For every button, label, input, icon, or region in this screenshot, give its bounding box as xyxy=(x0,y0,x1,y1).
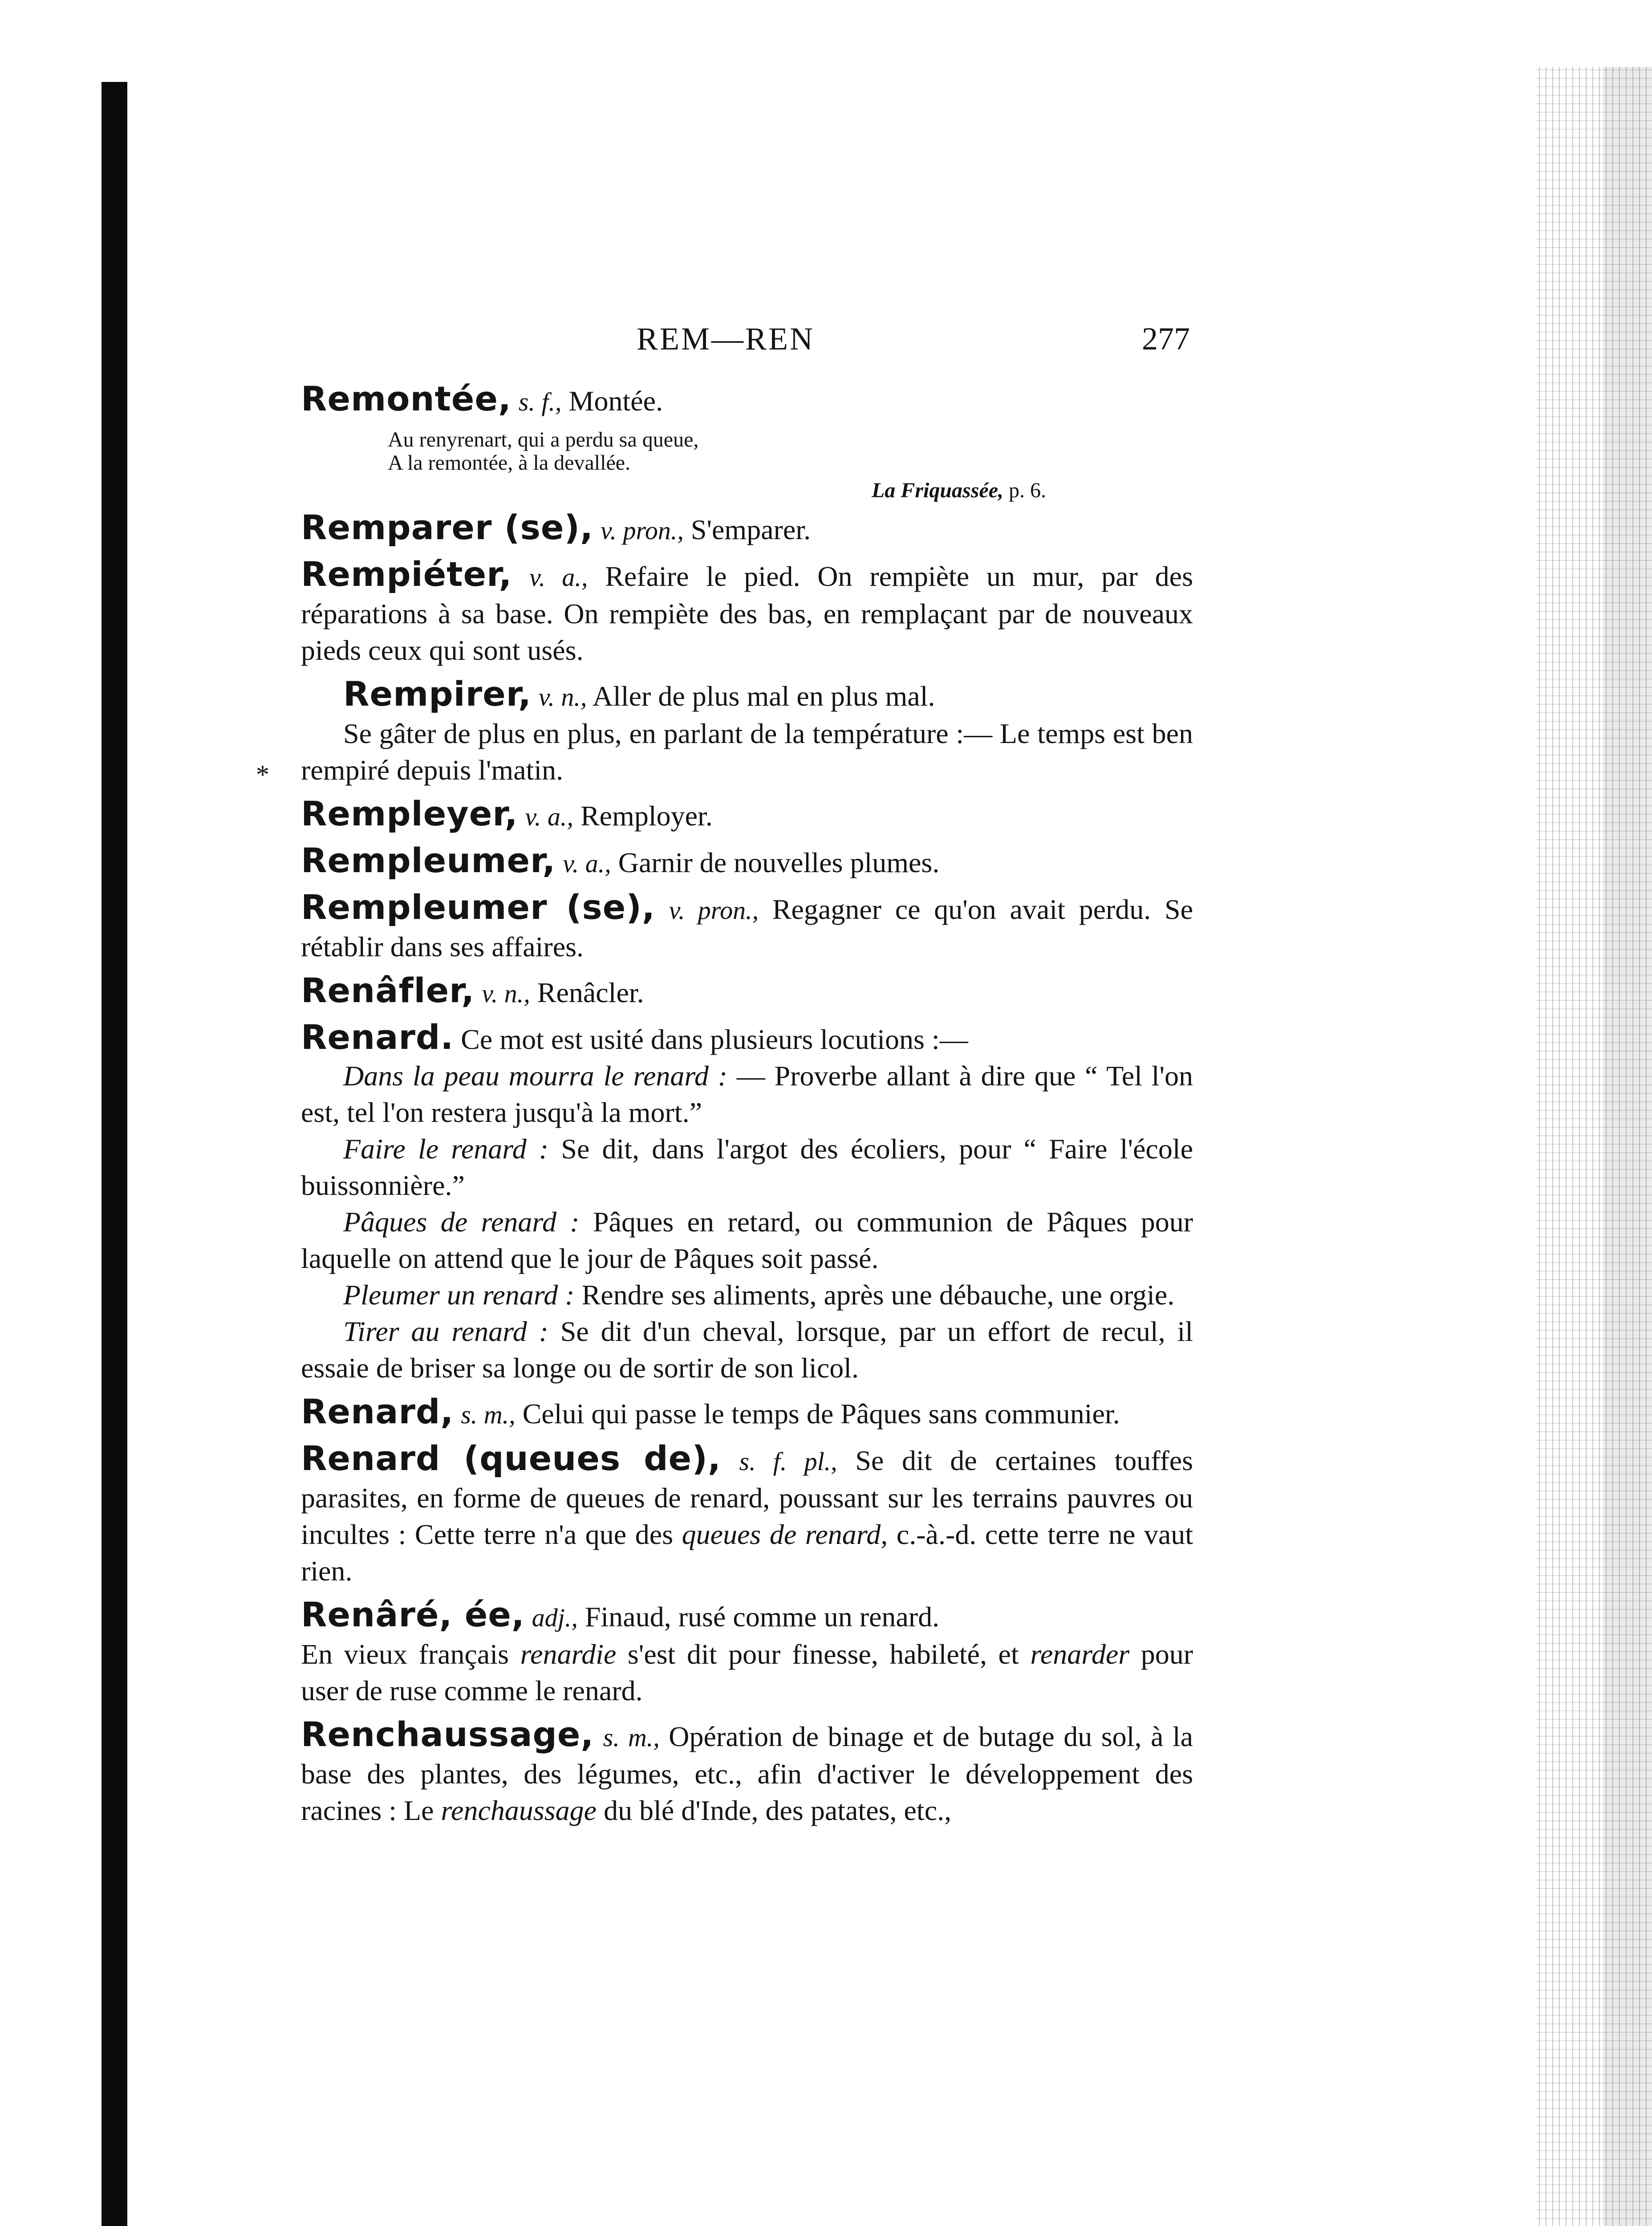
running-head xyxy=(0,321,1652,374)
headword: Rempleyer, xyxy=(301,794,518,833)
entry-renafler xyxy=(301,972,1193,1012)
entry-rempleumer xyxy=(301,842,1193,882)
locution-text: Rendre ses aliments, après une débauche, une orgie. xyxy=(581,1279,1175,1311)
page-edge-shadow xyxy=(1603,67,1652,2226)
entry-renard-queues xyxy=(301,1440,1193,1589)
definition: Remployer. xyxy=(580,800,713,832)
locution-phrase: Dans la peau mourra le renard : xyxy=(343,1060,728,1092)
definition-extra: Se gâter de plus en plus, en parlant de la température :— Le temps est ben rempiré depuis l'matin. xyxy=(301,718,1193,786)
locution-phrase: Pâques de renard : xyxy=(343,1206,580,1238)
entry-head xyxy=(301,676,1193,715)
grammar-label: v. a., xyxy=(529,563,588,592)
definition-extra xyxy=(301,1636,1193,1709)
entry-remontee xyxy=(301,381,1193,502)
page-binding-bar xyxy=(101,82,127,2226)
grammar-label: v. a., xyxy=(525,802,573,831)
locution-phrase: Tirer au renard : xyxy=(343,1316,548,1347)
definition: Opération de binage et de butage du sol, à la base des plantes, des légumes, etc., afin d'activer le développement des racines : Le xyxy=(301,1721,1193,1826)
definition: Se dit de certaines touffes parasites, en forme de queues de renard, poussant sur les terrains pauvres ou incultes : Cette terre n'a que des xyxy=(301,1445,1193,1550)
extra-italic: renarder xyxy=(1030,1638,1130,1670)
grammar-label: v. pron., xyxy=(601,516,684,545)
headword: Rempirer, xyxy=(343,674,532,714)
locution-text: — Proverbe allant à dire que “ Tel l'on est, tel l'on restera jusqu'à la mort.” xyxy=(301,1060,1193,1128)
headword: Renard, xyxy=(301,1392,454,1431)
entry-renare xyxy=(301,1596,1193,1709)
definition: Refaire le pied. On rempiète un mur, par des réparations à sa base. On rempiète des bas, en remplaçant par de nouveaux pieds ceux qui sont usés. xyxy=(301,561,1193,666)
grammar-label: s. m., xyxy=(603,1723,660,1752)
running-title: REM—REN xyxy=(637,321,815,357)
definition: Finaud, rusé comme un renard. xyxy=(584,1601,940,1633)
definition-end: du blé d'Inde, des patates, etc., xyxy=(604,1795,952,1826)
entry-rempleumer-se xyxy=(301,889,1193,965)
grammar-label: s. m., xyxy=(461,1400,515,1429)
entry-head xyxy=(301,381,1193,420)
entry-head xyxy=(301,1019,1193,1058)
grammar-label: v. n., xyxy=(482,979,530,1008)
verse-line: Au renyrenart, qui a perdu sa queue, xyxy=(388,428,699,451)
grammar-label: s. f., xyxy=(518,387,562,416)
headword: Remparer (se), xyxy=(301,508,594,547)
headword: Renard (queues de), xyxy=(301,1438,721,1478)
headword: Rempleumer, xyxy=(301,841,556,880)
definition: Celui qui passe le temps de Pâques sans communier. xyxy=(522,1398,1120,1430)
entry-rempleyer xyxy=(301,796,1193,835)
locution xyxy=(301,1313,1193,1386)
locution xyxy=(301,1131,1193,1204)
definition: Renâcler. xyxy=(537,977,644,1008)
definition-italic: renchaussage xyxy=(441,1795,597,1826)
locution-phrase: Pleumer un renard : xyxy=(343,1279,575,1311)
headword: Renard. xyxy=(301,1017,454,1057)
definition: Regagner ce qu'on avait perdu. Se rétablir dans ses affaires. xyxy=(301,894,1193,963)
locution-text: Pâques en retard, ou communion de Pâques pour laquelle on attend que le jour de Pâques soit passé. xyxy=(301,1206,1193,1274)
entry-remparer xyxy=(301,509,1193,549)
extra-text: En vieux français xyxy=(301,1638,509,1670)
entry-renard-sm xyxy=(301,1393,1193,1433)
definition-italic: queues de renard, xyxy=(682,1519,888,1550)
extra-text: pour user de ruse comme le renard. xyxy=(301,1638,1193,1706)
dictionary-column xyxy=(301,381,1193,1836)
definition: Montée. xyxy=(568,385,663,417)
source-page: p. 6. xyxy=(1009,479,1046,502)
locution-text: Se dit d'un cheval, lorsque, par un effort de recul, il essaie de briser sa longe ou de sortir de son licol. xyxy=(301,1316,1193,1384)
grammar-label: v. pron., xyxy=(669,896,759,925)
verse-line: A la remontée, à la devallée. xyxy=(388,451,631,475)
definition: Ce mot est usité dans plusieurs locutions :— xyxy=(461,1024,968,1055)
definition: Garnir de nouvelles plumes. xyxy=(618,847,940,878)
locution-text: Se dit, dans l'argot des écoliers, pour “ Faire l'école buissonnière.” xyxy=(301,1133,1193,1201)
headword: Renchaussage, xyxy=(301,1714,594,1754)
entry-rempieter xyxy=(301,556,1193,669)
grammar-label: v. n., xyxy=(538,682,587,711)
headword: Renâfler, xyxy=(301,971,475,1010)
locution xyxy=(301,1204,1193,1277)
definition-end: c.-à.-d. cette terre ne vaut rien. xyxy=(301,1519,1193,1587)
headword: Remontée, xyxy=(301,379,511,418)
entry-rempirer xyxy=(301,676,1193,788)
headword: Rempleumer (se), xyxy=(301,887,655,927)
verse-quote xyxy=(301,428,1193,502)
extra-text: s'est dit pour finesse, habileté, et xyxy=(627,1638,1019,1670)
source-title: La Friquassée, xyxy=(871,479,1003,502)
definition: Aller de plus mal en plus mal. xyxy=(592,680,935,712)
margin-mark: * xyxy=(256,760,269,789)
extra-italic: renardie xyxy=(520,1638,617,1670)
grammar-label: v. a., xyxy=(563,849,611,878)
entry-renard-locutions xyxy=(301,1019,1193,1386)
quote-source xyxy=(388,479,1193,502)
locution-phrase: Faire le renard : xyxy=(343,1133,549,1165)
entry-renchaussage xyxy=(301,1716,1193,1829)
headword: Renâré, ée, xyxy=(301,1595,525,1634)
headword: Rempiéter, xyxy=(301,554,512,594)
grammar-label: adj., xyxy=(532,1603,578,1632)
locution xyxy=(301,1058,1193,1131)
definition: S'emparer. xyxy=(690,514,811,545)
entry-head xyxy=(301,1596,1193,1636)
locution xyxy=(301,1277,1193,1313)
page-number: 277 xyxy=(1142,321,1190,357)
grammar-label: s. f. pl., xyxy=(739,1447,837,1476)
